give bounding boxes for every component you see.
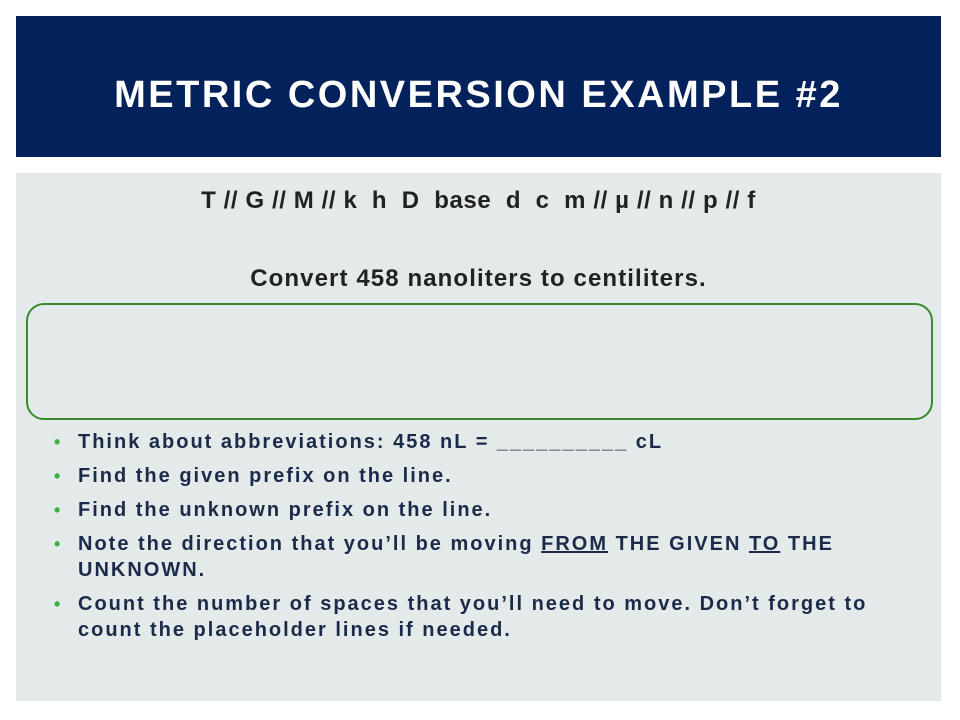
bullet-icon: • bbox=[54, 594, 63, 614]
list-item bbox=[54, 591, 894, 643]
step-text: Count the number of spaces that you’ll need to move. Don’t forget to count the placeholder lines if needed. bbox=[78, 593, 868, 641]
underlined-to: TO bbox=[748, 533, 781, 555]
bullet-icon: • bbox=[54, 466, 63, 486]
content-panel bbox=[16, 173, 941, 701]
metric-prefix-line: T // G // M // k h D base d c m // µ // n // p // f bbox=[201, 187, 756, 214]
answer-box bbox=[26, 303, 933, 420]
bullet-icon: • bbox=[54, 432, 63, 452]
step-text: Think about abbreviations: 458 nL = __________ cL bbox=[78, 431, 664, 453]
list-item bbox=[54, 463, 894, 489]
list-item bbox=[54, 497, 894, 523]
step-text: Find the unknown prefix on the line. bbox=[78, 499, 493, 521]
bullet-icon: • bbox=[54, 500, 63, 520]
step-text-middle: THE GIVEN bbox=[608, 533, 749, 555]
step-text-before: Note the direction that you’ll be moving bbox=[78, 533, 542, 555]
underlined-from: FROM bbox=[541, 533, 609, 555]
title-bar bbox=[16, 16, 941, 157]
problem-statement: Convert 458 nanoliters to centiliters. bbox=[250, 265, 707, 292]
bullet-icon: • bbox=[54, 534, 63, 554]
step-text-after: THE UNKNOWN. bbox=[78, 533, 834, 581]
slide-title: METRIC CONVERSION EXAMPLE #2 bbox=[114, 74, 843, 116]
list-item bbox=[54, 531, 894, 583]
list-item bbox=[54, 429, 894, 455]
step-text: Find the given prefix on the line. bbox=[78, 465, 453, 487]
steps-list bbox=[54, 429, 894, 651]
